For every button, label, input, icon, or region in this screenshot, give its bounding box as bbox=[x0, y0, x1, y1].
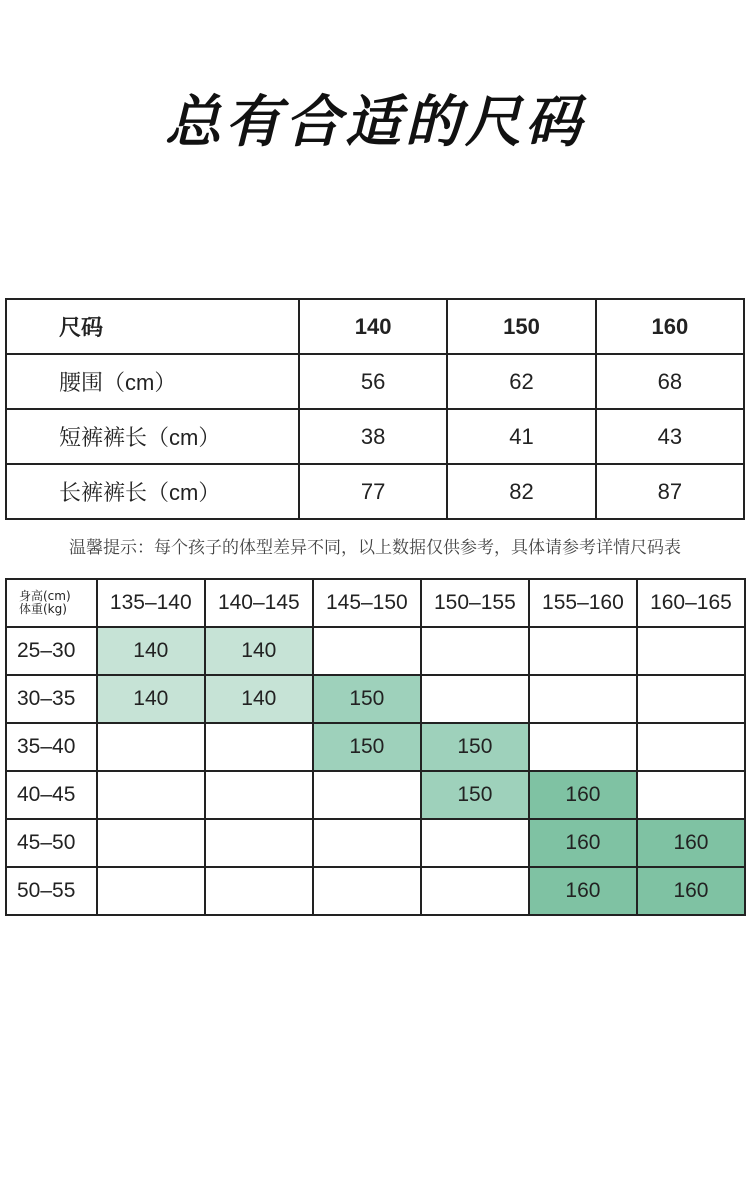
table-row bbox=[6, 723, 745, 771]
table-cell: 38 bbox=[299, 409, 447, 464]
size-table bbox=[5, 298, 745, 520]
height-header: 135–140 bbox=[97, 579, 205, 627]
corner-weight-label: 体重(kg) bbox=[19, 602, 67, 616]
size-note: 温馨提示：每个孩子的体型差异不同，以上数据仅供参考，具体请参考详情尺码表 bbox=[69, 538, 681, 558]
table-row bbox=[6, 867, 745, 915]
size-cell: 140 bbox=[205, 627, 313, 675]
size-cell bbox=[97, 771, 205, 819]
table-cell: 43 bbox=[596, 409, 744, 464]
size-cell bbox=[313, 867, 421, 915]
size-cell: 150 bbox=[421, 723, 529, 771]
table-cell: 68 bbox=[596, 354, 744, 409]
size-cell: 160 bbox=[529, 867, 637, 915]
size-cell bbox=[205, 819, 313, 867]
table-row bbox=[6, 464, 744, 519]
size-cell: 160 bbox=[637, 819, 745, 867]
size-cell: 160 bbox=[529, 771, 637, 819]
table-cell: 82 bbox=[447, 464, 595, 519]
table-cell: 41 bbox=[447, 409, 595, 464]
weight-header: 25–30 bbox=[6, 627, 97, 675]
size-match-table bbox=[5, 578, 746, 916]
table-row bbox=[6, 771, 745, 819]
size-header-cell: 150 bbox=[447, 299, 595, 354]
height-header: 140–145 bbox=[205, 579, 313, 627]
size-cell bbox=[97, 819, 205, 867]
table-cell: 77 bbox=[299, 464, 447, 519]
size-cell bbox=[97, 867, 205, 915]
size-cell bbox=[421, 675, 529, 723]
size-header-cell: 140 bbox=[299, 299, 447, 354]
height-header: 160–165 bbox=[637, 579, 745, 627]
size-cell bbox=[313, 627, 421, 675]
weight-header: 50–55 bbox=[6, 867, 97, 915]
weight-header: 45–50 bbox=[6, 819, 97, 867]
size-cell bbox=[529, 723, 637, 771]
size-cell bbox=[529, 675, 637, 723]
table-row bbox=[6, 627, 745, 675]
table-row bbox=[6, 675, 745, 723]
height-header: 145–150 bbox=[313, 579, 421, 627]
size-cell bbox=[313, 771, 421, 819]
size-cell bbox=[637, 627, 745, 675]
size-cell bbox=[637, 771, 745, 819]
table-row bbox=[6, 409, 744, 464]
size-cell bbox=[637, 675, 745, 723]
size-header-label: 尺码 bbox=[6, 299, 299, 354]
size-cell: 150 bbox=[313, 723, 421, 771]
row-label: 腰围（cm） bbox=[6, 354, 299, 409]
size-cell bbox=[637, 723, 745, 771]
corner-height-label: 身高(cm) bbox=[19, 589, 71, 603]
table-cell: 87 bbox=[596, 464, 744, 519]
size-cell: 150 bbox=[313, 675, 421, 723]
size-cell bbox=[97, 723, 205, 771]
row-label: 长裤裤长（cm） bbox=[6, 464, 299, 519]
height-header: 155–160 bbox=[529, 579, 637, 627]
weight-header: 40–45 bbox=[6, 771, 97, 819]
table-row bbox=[6, 354, 744, 409]
size-cell: 150 bbox=[421, 771, 529, 819]
size-cell bbox=[205, 867, 313, 915]
height-header: 150–155 bbox=[421, 579, 529, 627]
size-cell bbox=[421, 627, 529, 675]
size-cell: 140 bbox=[97, 675, 205, 723]
size-header-cell: 160 bbox=[596, 299, 744, 354]
size-cell bbox=[313, 819, 421, 867]
size-cell: 140 bbox=[97, 627, 205, 675]
size-cell: 160 bbox=[529, 819, 637, 867]
weight-header: 30–35 bbox=[6, 675, 97, 723]
table-cell: 62 bbox=[447, 354, 595, 409]
match-header-row bbox=[6, 579, 745, 627]
table-cell: 56 bbox=[299, 354, 447, 409]
size-header-row bbox=[6, 299, 744, 354]
row-label: 短裤裤长（cm） bbox=[6, 409, 299, 464]
size-cell bbox=[421, 819, 529, 867]
size-cell bbox=[421, 867, 529, 915]
size-cell: 140 bbox=[205, 675, 313, 723]
page-title: 总有合适的尺码 bbox=[165, 89, 585, 155]
size-cell bbox=[205, 723, 313, 771]
table-row bbox=[6, 819, 745, 867]
corner-cell bbox=[6, 579, 97, 627]
size-cell: 160 bbox=[637, 867, 745, 915]
size-cell bbox=[529, 627, 637, 675]
weight-header: 35–40 bbox=[6, 723, 97, 771]
size-cell bbox=[205, 771, 313, 819]
